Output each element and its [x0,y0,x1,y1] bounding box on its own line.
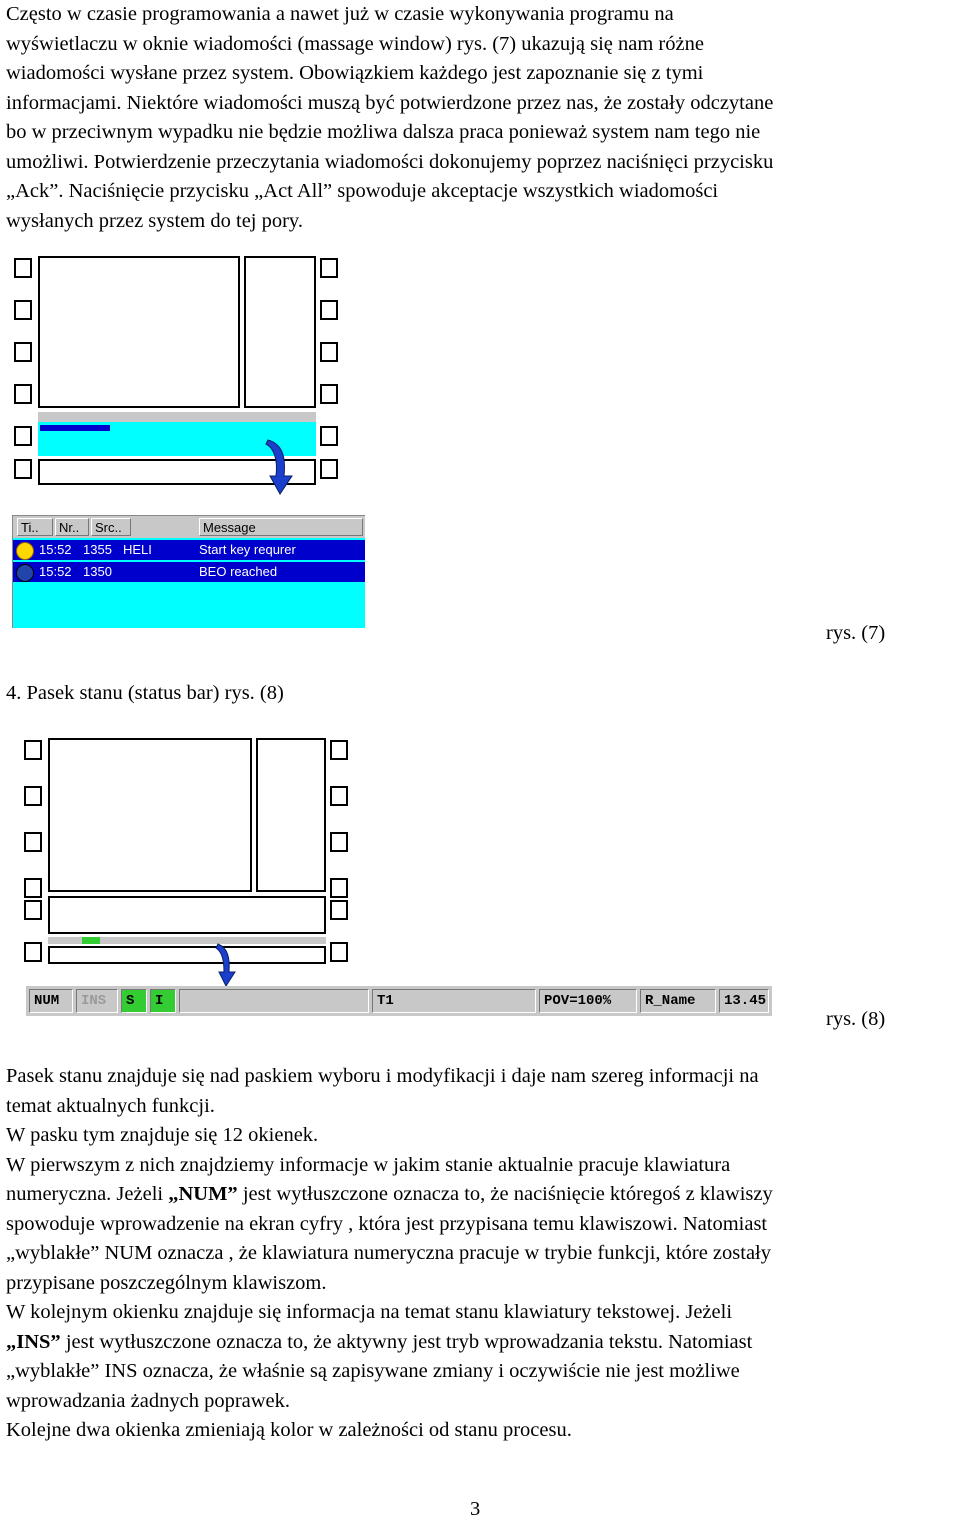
status-num: NUM [29,989,73,1013]
message-row[interactable] [13,562,365,582]
softkey-right [330,942,348,962]
figure-caption: rys. (7) [826,622,886,644]
softkey-left [14,300,32,320]
softkey-left [24,878,42,898]
text-line: spowoduje wprowadzenie na ekran cyfry , która jest przypisana temu klawiszowi. Natomiast [6,1212,768,1235]
text-line: wprowadzania żadnych poprawek. [6,1389,291,1412]
softkey-left [24,832,42,852]
softkey-right [320,426,338,446]
paragraph-top [6,0,954,236]
softkey-left [24,900,42,920]
text-line: W pasku tym znajduje się 12 okienek. [6,1124,319,1146]
text-line: wyświetlaczu w oknie wiadomości (massage window) rys. (7) ukazują się nam różne [6,32,704,55]
message-number: 1355 [83,542,112,557]
status-process-i: I [150,989,176,1013]
side-window [244,256,316,408]
status-robot-name: R_Name [640,989,716,1013]
text-line: W pierwszym z nich znajdziemy informacje w jakim stanie aktualnie pracuje klawiatura [6,1153,731,1176]
main-window [48,738,252,892]
side-window [256,738,326,892]
text-line: „wyblakłe” NUM oznacza , że klawiatura numeryczna pracuje w trybie funkcji, które zostały [6,1242,771,1264]
text-line: Często w czasie programowania a nawet już w czasie wykonywania programu na [6,3,674,25]
section-heading: 4. Pasek stanu (status bar) rys. (8) [6,682,284,704]
softkey-right [320,258,338,278]
column-header-source[interactable]: Src.. [91,518,131,536]
softkey-left [14,459,32,479]
status-ins: INS [76,989,118,1013]
message-row[interactable] [13,540,365,560]
message-header [13,516,365,538]
paragraph-bottom [6,1062,954,1446]
status-empty [179,989,369,1013]
softkey-right [330,900,348,920]
softkey-left [24,740,42,760]
figure-caption: rys. (8) [826,1008,886,1030]
message-time: 15:52 [39,542,72,557]
bottom-window [48,946,326,964]
main-window [38,256,240,408]
column-header-time[interactable]: Ti.. [17,518,53,536]
fig8-screen-sketch [22,734,354,966]
status-time: 13.45 [719,989,769,1013]
message-header-mini [38,412,316,422]
text-line: bo w przeciwnym wypadku nie będzie możliwa dalsza praca ponieważ system nam tego nie [6,121,761,143]
softkey-right [320,342,338,362]
softkey-right [320,300,338,320]
text-line: wiadomości wysłane przez system. Obowiązkiem każdego jest zapoznanie się z tymi [6,62,704,84]
selected-row-mini [40,425,110,431]
arrow-down-icon [262,436,300,498]
softkey-left [14,426,32,446]
text-line: numeryczna. Jeżeli „NUM” jest wytłuszczone oznacza to, że naciśnięcie któregoś z klawiszy [6,1183,773,1205]
status-process-s: S [121,989,147,1013]
page-number: 3 [470,1498,481,1520]
message-number: 1350 [83,564,112,579]
softkey-right [320,384,338,404]
text-line: informacjami. Niektóre wiadomości muszą być potwierdzone przez nas, że zostały odczytane [6,91,774,114]
softkey-right [330,740,348,760]
softkey-left [14,384,32,404]
text-line: „INS” jest wytłuszczone oznacza to, że aktywny jest tryb wprowadzania tekstu. Natomiast [6,1330,753,1353]
text-line: W kolejnym okienku znajduje się informacja na temat stanu klawiatury tekstowej. Jeżeli [6,1301,733,1323]
message-window [12,515,365,628]
lower-window [48,896,326,934]
text-line: Pasek stanu znajduje się nad paskiem wyboru i modyfikacji i daje nam szereg informacji na [6,1065,759,1087]
softkey-left [24,786,42,806]
status-bar [26,986,772,1016]
message-text: Start key requrer [199,542,296,557]
softkey-left [14,258,32,278]
column-header-number[interactable]: Nr.. [55,518,89,536]
text-line: temat aktualnych funkcji. [6,1094,215,1117]
message-source: HELI [123,542,152,557]
message-time: 15:52 [39,564,72,579]
softkey-left [14,342,32,362]
status-pov: POV=100% [539,989,637,1013]
text-line: umożliwi. Potwierdzenie przeczytania wiadomości dokonujemy poprzez naciśnięci przycisku [6,150,774,173]
softkey-right [330,832,348,852]
text-line: „Ack”. Naciśnięcie przycisku „Act All” spowoduje akceptacje wszystkich wiadomości [6,180,719,202]
softkey-right [330,878,348,898]
info-icon [16,564,34,582]
column-header-message[interactable]: Message [199,518,363,536]
text-line: „wyblakłe” INS oznacza, że właśnie są zapisywane zmiany i oczywiście nie jest możliwe [6,1360,740,1382]
status-green-mini [82,937,100,944]
message-text: BEO reached [199,564,278,579]
arrow-down-icon [214,942,240,988]
text-line: wysłanych przez system do tej pory. [6,209,303,232]
text-line: Kolejne dwa okienka zmieniają kolor w zależności od stanu procesu. [6,1419,572,1441]
softkey-left [24,942,42,962]
softkey-right [330,786,348,806]
softkey-right [320,459,338,479]
status-tool: T1 [372,989,536,1013]
text-line: przypisane poszczególnym klawiszom. [6,1271,327,1294]
warning-icon [16,542,34,560]
